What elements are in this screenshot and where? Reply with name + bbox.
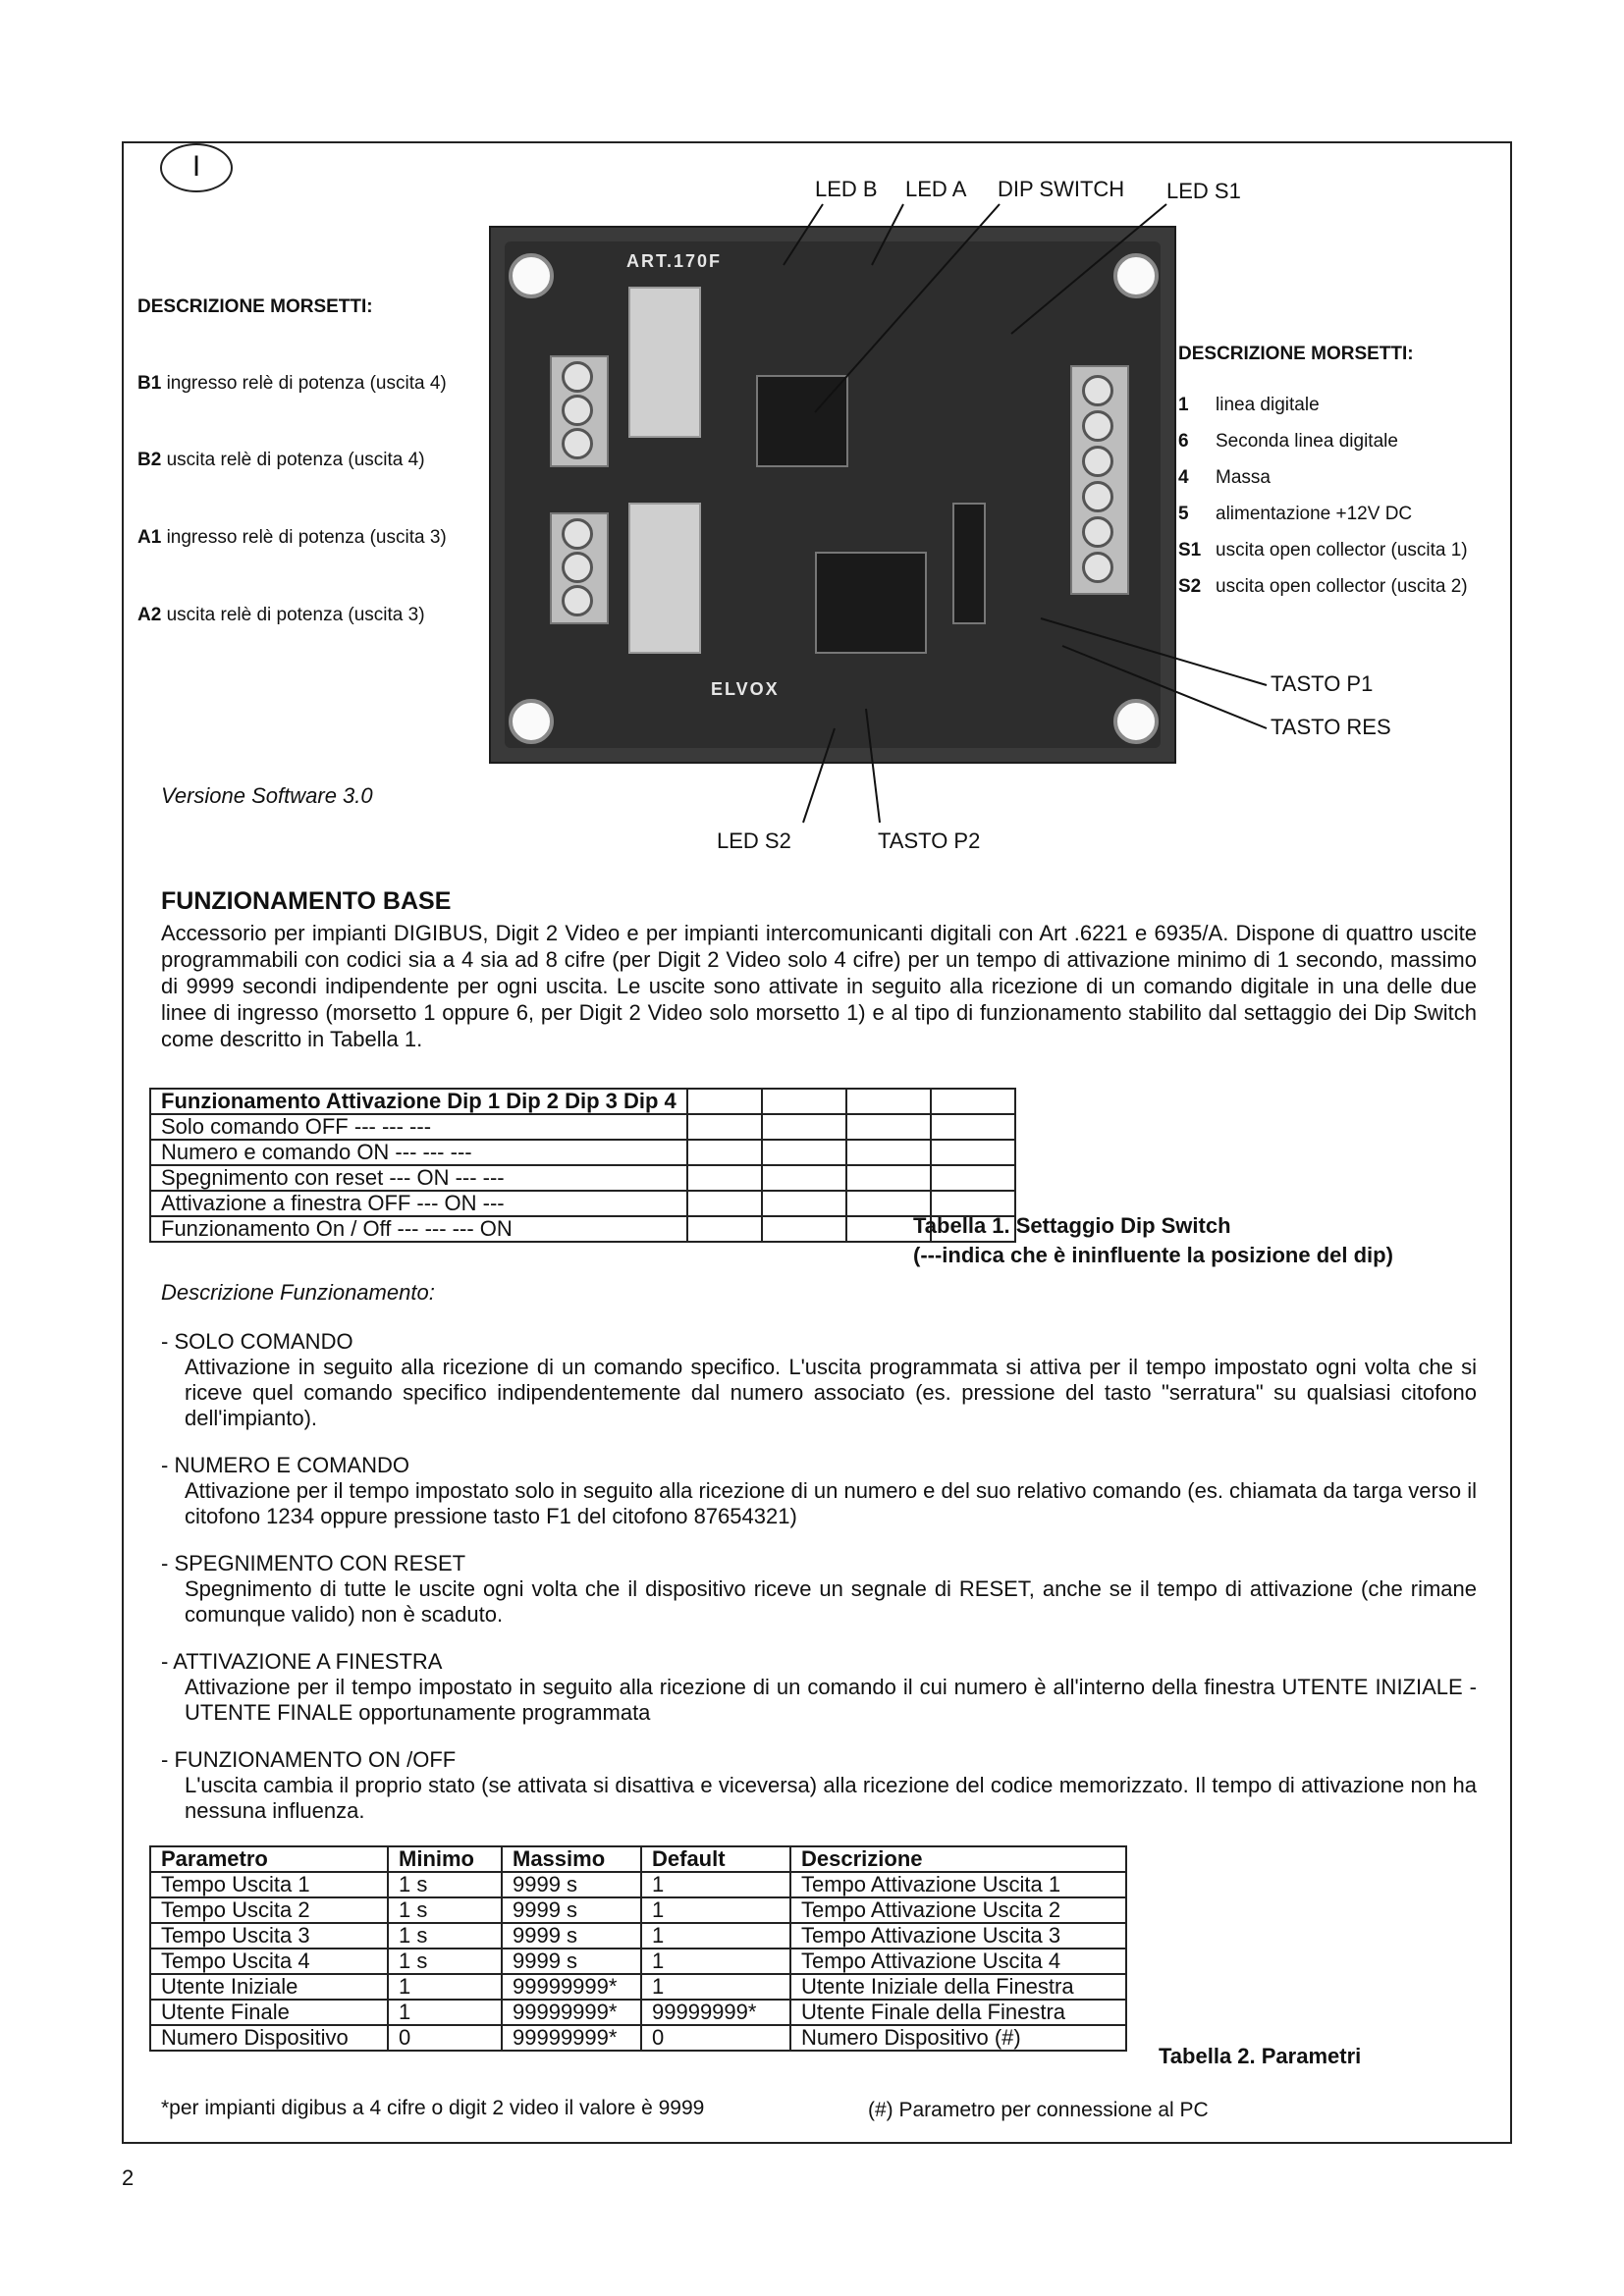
left-terminal-item: A1 ingresso relè di potenza (uscita 3) xyxy=(137,527,447,548)
table2-cell: 1 xyxy=(641,1923,790,1949)
left-terminal-item: B2 uscita relè di potenza (uscita 4) xyxy=(137,450,425,470)
right-terminal-item: 5 alimentazione +12V DC xyxy=(1178,504,1413,524)
right-terminal-item: S2 uscita open collector (uscita 2) xyxy=(1178,576,1468,597)
table2-cell: 9999 s xyxy=(502,1923,641,1949)
table2-cell: 99999999* xyxy=(502,1974,641,2000)
table1-row: Spegnimento con reset --- ON --- --- xyxy=(150,1165,687,1191)
table2-cell: Tempo Uscita 4 xyxy=(150,1949,388,1974)
right-terminal-item: 1 linea digitale xyxy=(1178,395,1320,415)
table2-cell: 1 xyxy=(641,1872,790,1897)
left-terminal-item: B1 ingresso relè di potenza (uscita 4) xyxy=(137,373,447,394)
board-label: ELVOX xyxy=(711,679,780,699)
table2-cell: Tempo Attivazione Uscita 1 xyxy=(790,1872,1126,1897)
table2-cell: 1 xyxy=(388,1974,502,2000)
mode-description: Attivazione in seguito alla ricezione di un comando specifico. L'uscita programmata si attiva per il tempo impostato ogni volta che si riceve quel comando specifico indipendentemente dal numero associato (es. pressione del tasto "serratura" su qualsiasi citofono dell'impianto). xyxy=(185,1355,1477,1430)
table2-cell: Numero Dispositivo (#) xyxy=(790,2025,1126,2051)
table1-row: Attivazione a finestra OFF --- ON --- xyxy=(150,1191,687,1216)
callout-led-s1: LED S1 xyxy=(1166,179,1241,203)
table2-cell: 1 s xyxy=(388,1872,502,1897)
language-mark: I xyxy=(160,143,233,192)
mode-title: - SOLO COMANDO xyxy=(161,1329,353,1354)
table2-cell: Numero Dispositivo xyxy=(150,2025,388,2051)
table2-cell: Tempo Attivazione Uscita 4 xyxy=(790,1949,1126,1974)
left-terminals-heading: DESCRIZIONE MORSETTI: xyxy=(137,296,373,317)
table2-cell: 9999 s xyxy=(502,1872,641,1897)
mode-title: - ATTIVAZIONE A FINESTRA xyxy=(161,1649,443,1674)
left-terminal-item: A2 uscita relè di potenza (uscita 3) xyxy=(137,605,425,625)
table1-row: Solo comando OFF --- --- --- xyxy=(150,1114,687,1140)
right-terminal-item: 4 Massa xyxy=(1178,467,1271,488)
description-label: Descrizione Funzionamento: xyxy=(161,1280,435,1305)
software-version: Versione Software 3.0 xyxy=(161,783,373,808)
intro-paragraph: Accessorio per impianti DIGIBUS, Digit 2 Video e per impianti intercomunicanti digitali con Art .6221 e 6935/A. Dispone di quattro uscite programmabili con codici sia a 4 sia ad 8 cifre (per Digit 2 Video solo 4 cifre) per un tempo di attivazione minimo di 1 secondo, massimo di 9999 secondi indipendente per ogni uscita. Le uscite sono attivate in seguito alla ricezione di un comando digitale in una delle due linee di ingresso (morsetto 1 oppure 6, per Digit 2 Video solo morsetto 1) e al tipo di funzionamento stabilito dal settaggio dei Dip Switch come descritto in Tabella 1. xyxy=(161,921,1477,1051)
callout-led-b: LED B xyxy=(815,177,878,201)
table-row xyxy=(150,1974,1126,2000)
table2-cell: Utente Finale della Finestra xyxy=(790,2000,1126,2025)
table2-cell: 9999 s xyxy=(502,1949,641,1974)
table1-header: Funzionamento Attivazione Dip 1 Dip 2 Dip 3 Dip 4 xyxy=(150,1089,687,1114)
table2-cell: 1 s xyxy=(388,1923,502,1949)
table2-cell: Tempo Uscita 3 xyxy=(150,1923,388,1949)
mode-description: L'uscita cambia il proprio stato (se attivata si disattiva e viceversa) alla ricezione del codice memorizzato. Il tempo di attivazione non ha nessuna influenza. xyxy=(185,1773,1477,1823)
table1-row: Numero e comando ON --- --- --- xyxy=(150,1140,687,1165)
table2-header: Descrizione xyxy=(790,1846,1126,1872)
table2-cell: 0 xyxy=(641,2025,790,2051)
callout-tasto-res: TASTO RES xyxy=(1271,715,1391,739)
mode-title: - FUNZIONAMENTO ON /OFF xyxy=(161,1747,457,1772)
section-title: FUNZIONAMENTO BASE xyxy=(161,887,452,915)
table-row xyxy=(150,2000,1126,2025)
table2-cell: Tempo Attivazione Uscita 3 xyxy=(790,1923,1126,1949)
mode-title: - NUMERO E COMANDO xyxy=(161,1453,409,1477)
table1-row: Funzionamento On / Off --- --- --- ON xyxy=(150,1216,687,1242)
table2-cell: 1 xyxy=(641,1974,790,2000)
table2-cell: 1 xyxy=(388,2000,502,2025)
table-row xyxy=(150,2025,1126,2051)
table2-cell: 1 xyxy=(641,1949,790,1974)
mode-description: Attivazione per il tempo impostato in seguito alla ricezione di un comando il cui numero è all'interno della finestra UTENTE INIZIALE - UTENTE FINALE opportunamente programmata xyxy=(185,1675,1477,1725)
table2-cell: 1 s xyxy=(388,1949,502,1974)
callout-led-a: LED A xyxy=(905,177,967,201)
mode-title: - SPEGNIMENTO CON RESET xyxy=(161,1551,466,1575)
table2-cell: 99999999* xyxy=(641,2000,790,2025)
table2-cell: Tempo Attivazione Uscita 2 xyxy=(790,1897,1126,1923)
table2-cell: Utente Iniziale della Finestra xyxy=(790,1974,1126,2000)
table2-cell: 9999 s xyxy=(502,1897,641,1923)
table2-cell: 1 s xyxy=(388,1897,502,1923)
table-row xyxy=(150,1897,1126,1923)
table2-header: Parametro xyxy=(150,1846,388,1872)
table2-caption: Tabella 2. Parametri xyxy=(1159,2044,1362,2068)
table2-cell: 99999999* xyxy=(502,2025,641,2051)
dip-switch-table xyxy=(149,1088,1016,1243)
mode-description: Spegnimento di tutte le uscite ogni volta che il dispositivo riceve un segnale di RESET, anche se il tempo di attivazione (che rimane comunque valido) non è scaduto. xyxy=(185,1576,1477,1627)
callout-led-s2: LED S2 xyxy=(717,828,791,853)
right-terminals-heading: DESCRIZIONE MORSETTI: xyxy=(1178,344,1414,364)
mode-description: Attivazione per il tempo impostato solo in seguito alla ricezione di un numero e del suo relativo comando (es. chiamata da targa verso il citofono 1234 oppure pressione tasto F1 del citofono 87654321) xyxy=(185,1478,1477,1528)
table2-cell: Tempo Uscita 1 xyxy=(150,1872,388,1897)
table1-caption-note: (---indica che è ininfluente la posizione del dip) xyxy=(913,1243,1393,1267)
footnote-values: *per impianti digibus a 4 cifre o digit 2 video il valore è 9999 xyxy=(161,2097,705,2119)
table2-cell: 1 xyxy=(641,1897,790,1923)
callout-tasto-p2: TASTO P2 xyxy=(878,828,981,853)
table2-cell: Utente Finale xyxy=(150,2000,388,2025)
board-label: ART.170F xyxy=(626,251,723,271)
table2-header: Default xyxy=(641,1846,790,1872)
table2-cell: 99999999* xyxy=(502,2000,641,2025)
table-row xyxy=(150,1923,1126,1949)
table2-cell: 0 xyxy=(388,2025,502,2051)
page-number: 2 xyxy=(122,2165,135,2190)
table2-cell: Tempo Uscita 2 xyxy=(150,1897,388,1923)
table-row xyxy=(150,1949,1126,1974)
callout-dip-switch: DIP SWITCH xyxy=(998,177,1125,201)
parameters-table xyxy=(149,1845,1127,2052)
right-terminal-item: 6 Seconda linea digitale xyxy=(1178,431,1398,452)
table2-header: Minimo xyxy=(388,1846,502,1872)
table2-cell: Utente Iniziale xyxy=(150,1974,388,2000)
right-terminal-item: S1 uscita open collector (uscita 1) xyxy=(1178,540,1468,561)
callout-tasto-p1: TASTO P1 xyxy=(1271,671,1374,696)
footnote-pc: (#) Parametro per connessione al PC xyxy=(868,2099,1209,2121)
table2-header: Massimo xyxy=(502,1846,641,1872)
table-row xyxy=(150,1872,1126,1897)
table1-caption: Tabella 1. Settaggio Dip Switch xyxy=(913,1213,1231,1238)
